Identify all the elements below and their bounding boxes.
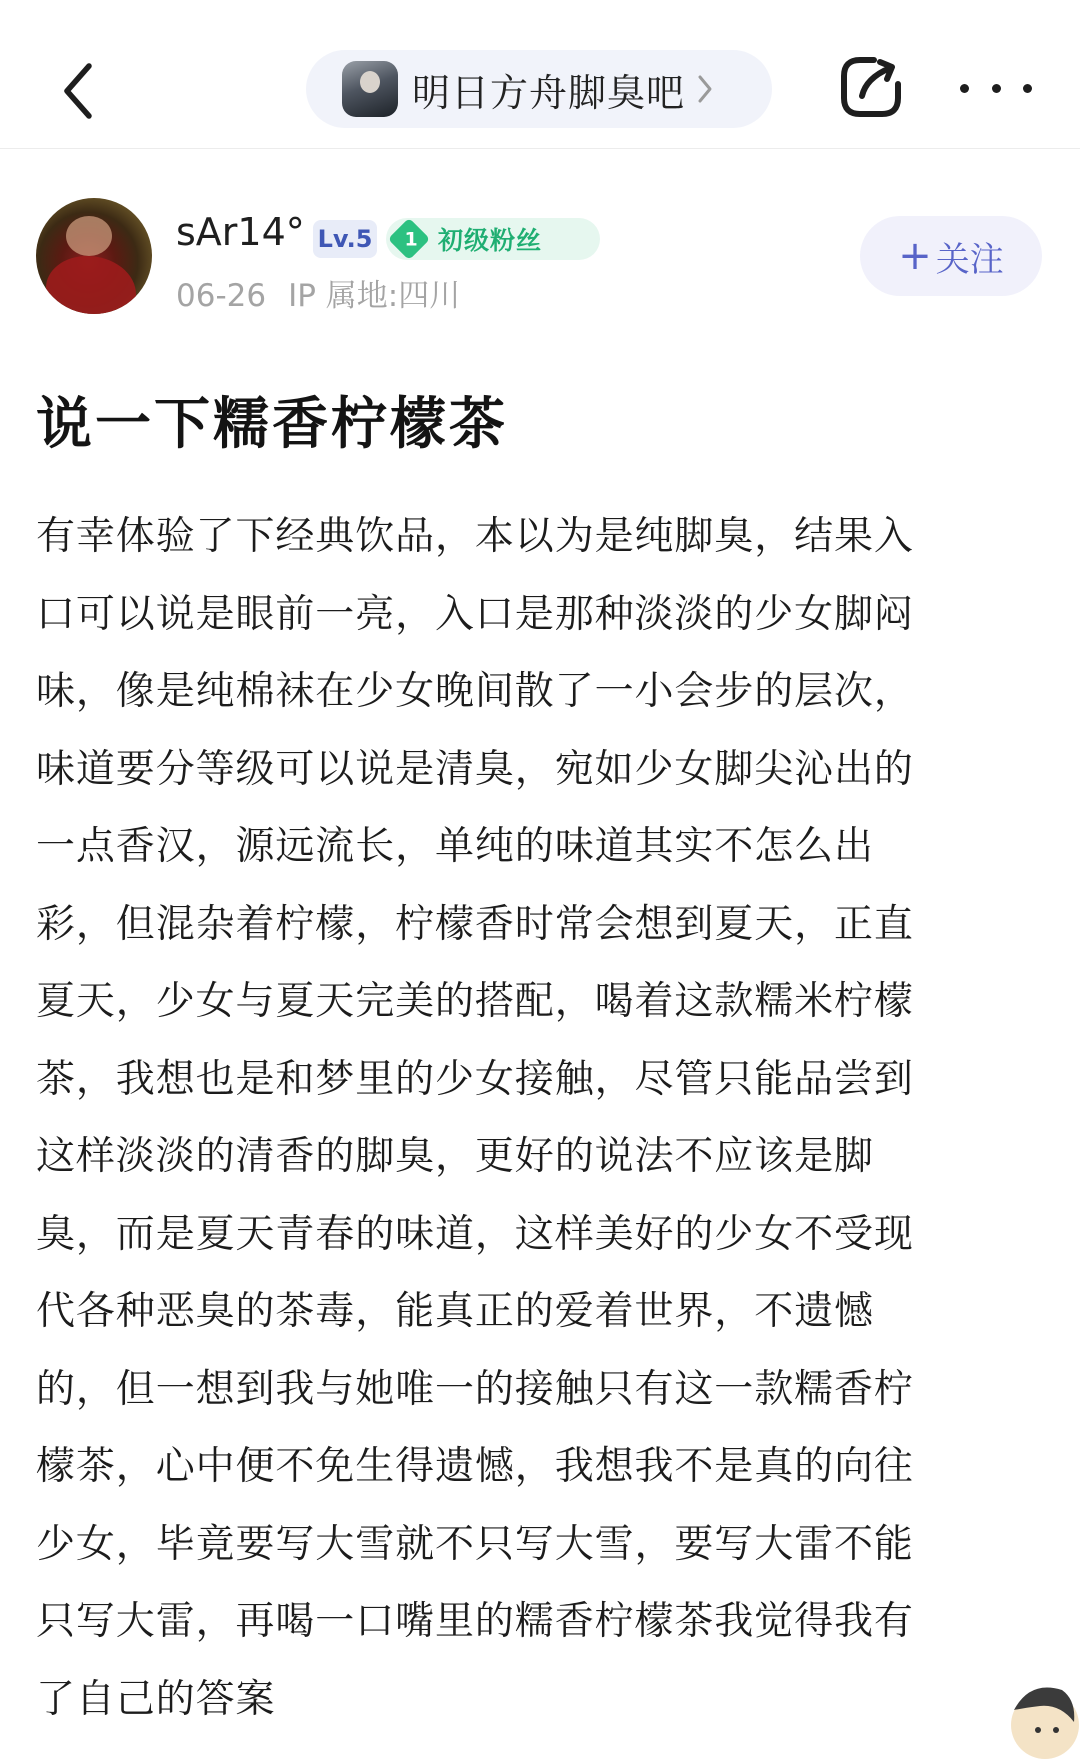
share-button[interactable] (836, 52, 906, 122)
corner-sticker (990, 1670, 1080, 1760)
post-body-line: 夏天，少女与夏天完美的搭配，喝着这款糯米柠檬 (36, 979, 914, 1024)
top-navigation-bar (0, 0, 1080, 149)
forum-entry-button[interactable] (306, 50, 772, 128)
post-body-line: 彩，但混杂着柠檬，柠檬香时常会想到夏天，正直 (36, 901, 914, 947)
forum-name: 明日方舟脚臭吧 (412, 70, 686, 115)
share-icon (836, 52, 906, 122)
follow-label: 关注 (935, 239, 1004, 280)
post-body-line: 味，像是纯棉袜在少女晚间散了一小会步的层次， (36, 669, 914, 714)
post-title: 说一下糯香柠檬茶 (36, 392, 508, 457)
fan-level-number: 1 (404, 228, 418, 251)
more-icon (960, 84, 969, 93)
post-body-line: 口可以说是眼前一亮，入口是那种淡淡的少女脚闷 (36, 591, 914, 637)
post-body-line: 的，但一想到我与她唯一的接触只有这一款糯香柠 (36, 1366, 914, 1412)
author-username[interactable]: sAr14° (176, 210, 305, 254)
post-body-line: 只写大雷，再喝一口嘴里的糯香柠檬茶我觉得我有 (36, 1599, 914, 1644)
ip-location: IP 属地:四川 (288, 278, 461, 314)
post-body-line: 少女，毕竟要写大雪就不只写大雪，要写大雷不能 (36, 1521, 914, 1567)
fan-badge[interactable] (386, 218, 600, 260)
forum-avatar (342, 61, 398, 117)
follow-button[interactable] (860, 216, 1042, 296)
fan-title: 初级粉丝 (438, 226, 543, 255)
post-body-line: 这样淡淡的清香的脚臭，更好的说法不应该是脚 (36, 1134, 874, 1179)
more-icon-dot (992, 84, 1001, 93)
plus-icon: + (898, 233, 932, 279)
post-body-line: 了自己的答案 (36, 1676, 276, 1722)
diamond-icon (388, 218, 430, 260)
post-meta (176, 270, 460, 315)
more-icon-dot (1023, 84, 1032, 93)
post-body (36, 516, 1028, 1738)
post-date: 06-26 (176, 278, 267, 314)
avatar[interactable] (36, 198, 152, 314)
post-body-line: 檬茶，心中便不免生得遗憾，我想我不是真的向往 (36, 1444, 914, 1489)
post-body-line: 有幸体验了下经典饮品，本以为是纯脚臭，结果入 (36, 514, 914, 559)
post-body-line: 茶，我想也是和梦里的少女接触，尽管只能品尝到 (36, 1056, 914, 1102)
post-body-line: 臭，而是夏天青春的味道，这样美好的少女不受现 (36, 1211, 914, 1257)
post-body-line: 味道要分等级可以说是清臭，宛如少女脚尖沁出的 (36, 746, 914, 792)
back-button[interactable] (48, 46, 108, 136)
chevron-left-icon (61, 62, 95, 120)
author-section (36, 198, 1046, 318)
chevron-right-icon (697, 74, 713, 104)
more-options-button[interactable] (960, 58, 1032, 118)
post-body-line: 代各种恶臭的茶毒，能真正的爱着世界，不遗憾 (36, 1289, 874, 1334)
post-body-line: 一点香汉，源远流长，单纯的味道其实不怎么出 (36, 824, 874, 869)
level-badge: Lv.5 (313, 220, 377, 258)
